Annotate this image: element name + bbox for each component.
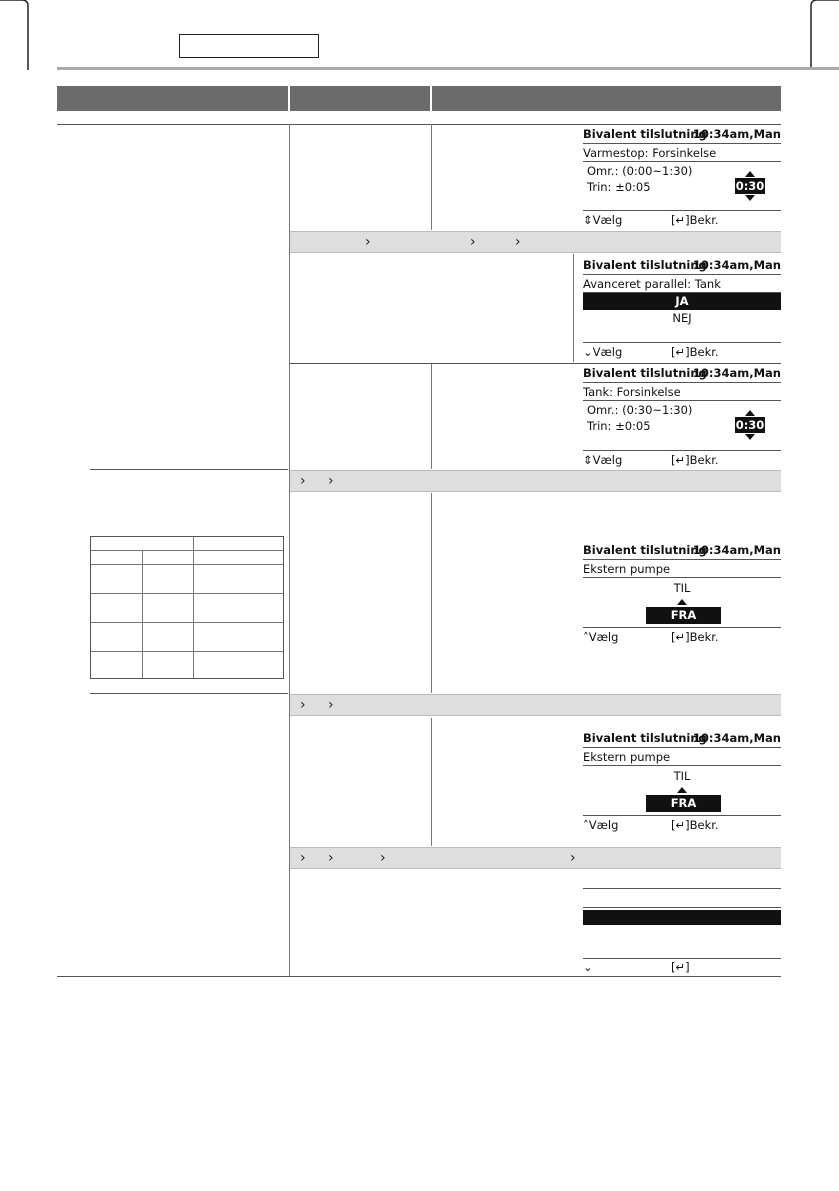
lcd-title: Bivalent tilslutning bbox=[583, 258, 707, 272]
column-header-1 bbox=[57, 86, 288, 111]
option-selected[interactable]: FRA bbox=[646, 795, 721, 812]
select-label[interactable]: ˄Vælg bbox=[583, 818, 619, 832]
column-divider bbox=[431, 493, 432, 693]
confirm-label[interactable]: [↵]Bekr. bbox=[671, 345, 719, 359]
column-divider bbox=[431, 718, 432, 846]
lcd-title: Bivalent tilslutning bbox=[583, 366, 707, 380]
option-selected[interactable]: FRA bbox=[646, 607, 721, 624]
lcd-divider bbox=[583, 577, 781, 578]
table-line bbox=[91, 651, 283, 652]
lcd-divider bbox=[583, 815, 781, 816]
arrow-down-icon[interactable] bbox=[745, 195, 755, 201]
lcd-screen-advanced-parallel bbox=[583, 258, 781, 358]
lcd-divider bbox=[583, 747, 781, 748]
confirm-label[interactable]: [↵] bbox=[671, 960, 690, 974]
lcd-subtitle: Ekstern pumpe bbox=[583, 750, 671, 764]
lcd-screen-heat-stop-delay bbox=[583, 127, 781, 227]
lcd-step: Trin: ±0:05 bbox=[587, 419, 651, 433]
lcd-subtitle: Tank: Forsinkelse bbox=[583, 385, 681, 399]
option-other[interactable]: TIL bbox=[673, 769, 691, 783]
column-header-3 bbox=[432, 86, 781, 111]
select-label[interactable]: ˄Vælg bbox=[583, 630, 619, 644]
lcd-divider bbox=[583, 559, 781, 560]
table-bottom-border bbox=[57, 976, 781, 977]
lcd-divider bbox=[583, 210, 781, 211]
lcd-time: 10:34am,Man bbox=[692, 258, 781, 272]
lcd-divider bbox=[583, 907, 781, 908]
column-divider bbox=[431, 124, 432, 230]
lcd-screen-external-pump-2 bbox=[583, 731, 781, 831]
option-selected[interactable]: JA bbox=[583, 293, 781, 310]
lcd-divider bbox=[583, 274, 781, 275]
row-divider bbox=[290, 363, 781, 364]
table-line bbox=[91, 550, 283, 551]
lcd-title: Bivalent tilslutning bbox=[583, 127, 707, 141]
lcd-divider bbox=[583, 143, 781, 144]
column-header-2 bbox=[290, 86, 430, 111]
lcd-divider bbox=[583, 382, 781, 383]
settings-table bbox=[90, 536, 284, 679]
select-arrow-icon[interactable]: ⌄ bbox=[583, 960, 593, 974]
table-line bbox=[91, 564, 283, 565]
lcd-range: Omr.: (0:30~1:30) bbox=[587, 403, 693, 417]
lcd-time: 10:34am,Man bbox=[692, 366, 781, 380]
lcd-divider bbox=[583, 958, 781, 959]
lcd-subtitle: Avanceret parallel: Tank bbox=[583, 277, 721, 291]
crop-mark bbox=[0, 0, 30, 70]
confirm-label[interactable]: [↵]Bekr. bbox=[671, 818, 719, 832]
table-line bbox=[91, 593, 283, 594]
option-selected[interactable] bbox=[583, 910, 781, 925]
menu-path-bar: › › › bbox=[290, 231, 781, 253]
option-other[interactable]: NEJ bbox=[672, 311, 692, 325]
lcd-divider bbox=[583, 888, 781, 889]
table-line bbox=[193, 537, 194, 678]
arrow-up-icon[interactable] bbox=[745, 171, 755, 177]
crop-mark-right bbox=[809, 0, 839, 70]
row-divider bbox=[90, 469, 288, 470]
top-divider bbox=[57, 67, 839, 70]
lcd-divider bbox=[583, 400, 781, 401]
lcd-divider bbox=[583, 627, 781, 628]
lcd-divider bbox=[583, 161, 781, 162]
lcd-screen-tank-delay bbox=[583, 366, 781, 466]
lcd-subtitle: Ekstern pumpe bbox=[583, 562, 671, 576]
lcd-step: Trin: ±0:05 bbox=[587, 180, 651, 194]
confirm-label[interactable]: [↵]Bekr. bbox=[671, 453, 719, 467]
lcd-title: Bivalent tilslutning bbox=[583, 543, 707, 557]
lcd-value[interactable]: 0:30 bbox=[735, 418, 765, 432]
lcd-subtitle: Varmestop: Forsinkelse bbox=[583, 146, 717, 160]
select-label[interactable]: ⇕Vælg bbox=[583, 213, 623, 227]
arrow-up-icon[interactable] bbox=[745, 410, 755, 416]
lcd-divider bbox=[583, 342, 781, 343]
lcd-divider bbox=[583, 765, 781, 766]
lcd-title: Bivalent tilslutning bbox=[583, 731, 707, 745]
lcd-time: 10:34am,Man bbox=[692, 127, 781, 141]
column-divider bbox=[573, 254, 574, 362]
table-row-divider bbox=[57, 124, 781, 125]
row-divider bbox=[90, 693, 288, 694]
menu-path-bar: › › bbox=[290, 470, 781, 492]
lcd-time: 10:34am,Man bbox=[692, 543, 781, 557]
confirm-label[interactable]: [↵]Bekr. bbox=[671, 630, 719, 644]
lcd-screen-blank bbox=[583, 885, 781, 973]
table-line bbox=[142, 551, 143, 678]
arrow-up-icon[interactable] bbox=[677, 787, 687, 793]
confirm-label[interactable]: [↵]Bekr. bbox=[671, 213, 719, 227]
select-label[interactable]: ⌄Vælg bbox=[583, 345, 623, 359]
lcd-range: Omr.: (0:00~1:30) bbox=[587, 164, 693, 178]
lcd-value[interactable]: 0:30 bbox=[735, 179, 765, 193]
column-divider bbox=[431, 364, 432, 469]
table-line bbox=[91, 622, 283, 623]
arrow-down-icon[interactable] bbox=[745, 434, 755, 440]
lcd-divider bbox=[583, 450, 781, 451]
section-label-box bbox=[179, 34, 319, 58]
lcd-time: 10:34am,Man bbox=[692, 731, 781, 745]
select-label[interactable]: ⇕Vælg bbox=[583, 453, 623, 467]
lcd-screen-external-pump bbox=[583, 543, 781, 643]
arrow-up-icon[interactable] bbox=[677, 599, 687, 605]
menu-path-bar: › › bbox=[290, 694, 781, 716]
option-other[interactable]: TIL bbox=[673, 581, 691, 595]
menu-path-bar: › › › › bbox=[290, 847, 781, 869]
